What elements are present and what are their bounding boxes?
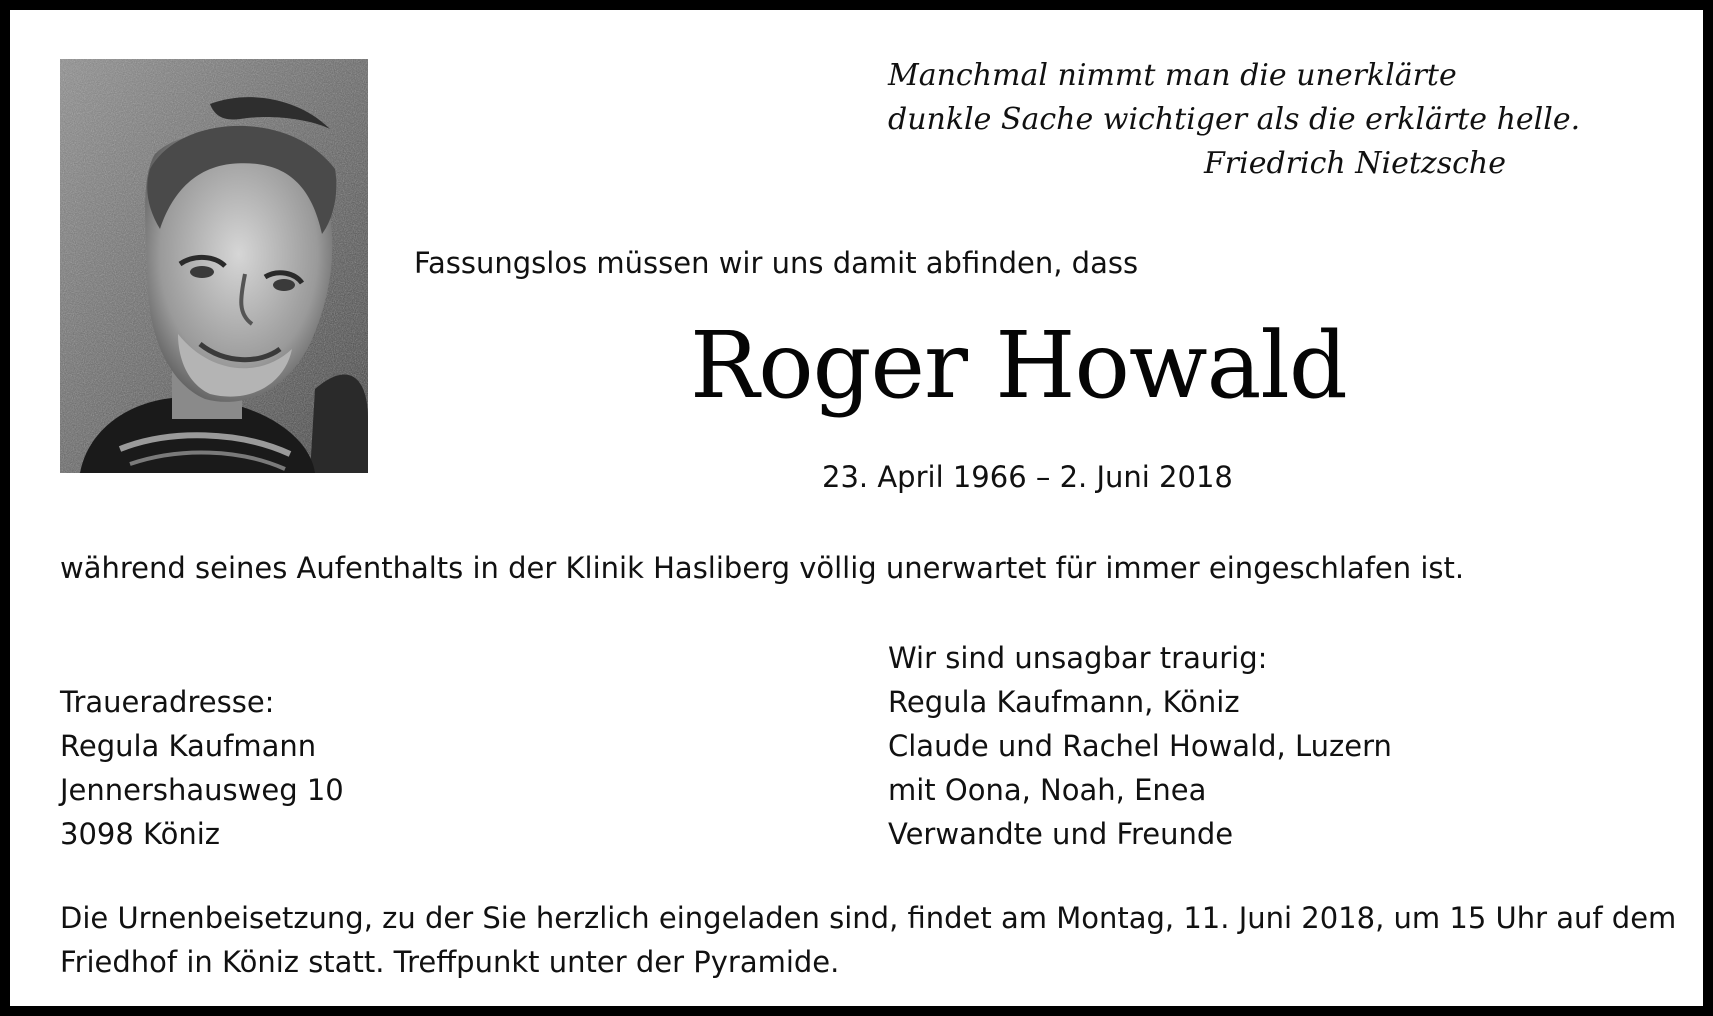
quote-line-2: dunkle Sache wichtiger als die erklärte helle. xyxy=(888,102,1581,137)
epigraph-quote xyxy=(888,54,1581,186)
mourner-line-3: mit Oona, Noah, Enea xyxy=(888,773,1207,807)
quote-author: Friedrich Nietzsche xyxy=(1203,146,1506,181)
mourner-line-4: Verwandte und Freunde xyxy=(888,817,1234,851)
address-label: Traueradresse: xyxy=(60,685,275,719)
event-text: während seines Aufenthalts in der Klinik Hasliberg völlig unerwartet für immer eingeschlafen ist. xyxy=(60,551,1465,585)
mourning-address xyxy=(60,680,344,856)
address-line-3: 3098 Köniz xyxy=(60,817,220,851)
quote-line-1: Manchmal nimmt man die unerklärte xyxy=(888,58,1457,93)
life-dates: 23. April 1966 – 2. Juni 2018 xyxy=(822,460,1233,494)
portrait-illustration xyxy=(60,59,368,473)
service-announcement xyxy=(60,896,1677,984)
portrait-photo xyxy=(60,59,368,473)
mourners-list xyxy=(888,636,1392,856)
deceased-name: Roger Howald xyxy=(690,312,1347,419)
intro-text: Fassungslos müssen wir uns damit abfinden, dass xyxy=(414,246,1139,280)
mourner-line-1: Regula Kaufmann, Köniz xyxy=(888,685,1240,719)
service-line-1: Die Urnenbeisetzung, zu der Sie herzlich eingeladen sind, findet am Montag, 11. Juni 2018, um 15 Uhr auf dem xyxy=(60,901,1677,935)
mourner-line-2: Claude und Rachel Howald, Luzern xyxy=(888,729,1392,763)
address-line-1: Regula Kaufmann xyxy=(60,729,317,763)
mourners-heading: Wir sind unsagbar traurig: xyxy=(888,641,1268,675)
address-line-2: Jennershausweg 10 xyxy=(60,773,344,807)
service-line-2: Friedhof in Köniz statt. Treffpunkt unter der Pyramide. xyxy=(60,945,840,979)
